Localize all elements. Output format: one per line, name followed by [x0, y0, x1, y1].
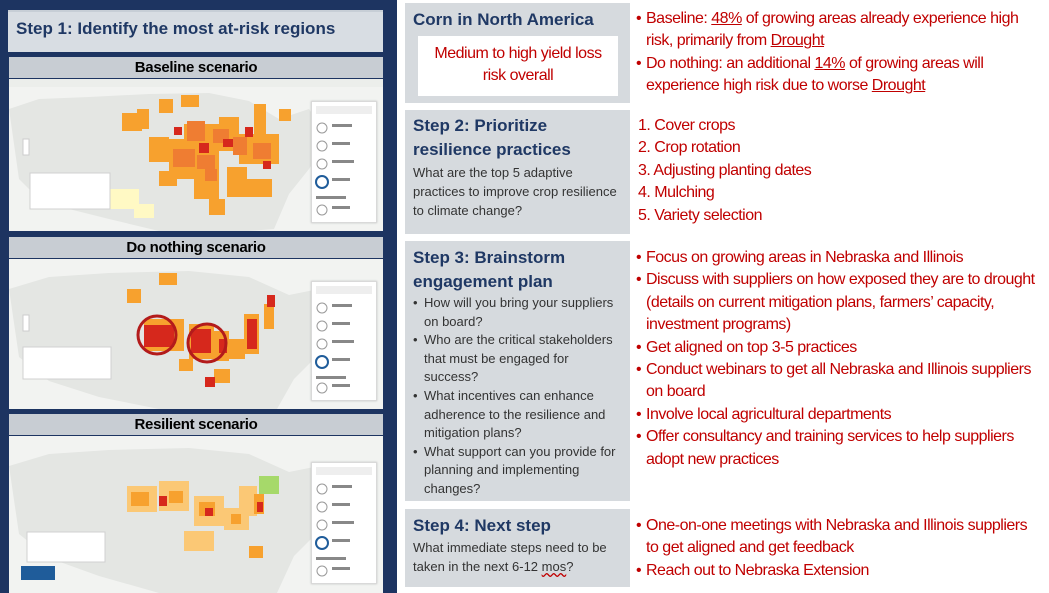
resilient-yield-panel: [311, 462, 377, 584]
question-item: • What incentives can enhance adherence to the resilience and mitigation plans?: [413, 387, 625, 443]
left-panel: [0, 0, 397, 593]
step4-actions: [636, 515, 1041, 582]
action-item: • Discuss with suppliers on how exposed they are to drought (details on current mitigation plans, farmers’ capacity, investment programs): [636, 269, 1036, 336]
action-item: • Offer consultancy and training services to help suppliers adopt new practices: [636, 426, 1036, 471]
baseline-bullet: • Baseline: 48% of growing areas already experience high risk, primarily from Drought: [636, 8, 1041, 53]
step1-title: Step 1: Identify the most at-risk regions: [16, 19, 336, 38]
step3-questions: [413, 294, 625, 499]
resilient-map: [9, 436, 383, 593]
step2-title: Step 2: Prioritize resilience practices: [413, 116, 571, 159]
do-nothing-yield-panel: [311, 281, 377, 401]
step4-title: Step 4: Next step: [413, 516, 551, 535]
step3-panel: [405, 241, 630, 501]
baseline-map: [9, 79, 383, 231]
question-item: • How will you bring your suppliers on board?: [413, 294, 625, 331]
do-nothing-scenario-title: Do nothing scenario: [9, 237, 383, 258]
baseline-scenario-title: Baseline scenario: [9, 57, 383, 78]
corn-panel: [405, 3, 630, 103]
baseline-yield-panel: [311, 101, 377, 223]
do-nothing-map: [9, 259, 383, 409]
step4-panel: [405, 509, 630, 587]
action-item: • Get aligned on top 3-5 practices: [636, 337, 1036, 359]
practice-item: 2. Crop rotation: [638, 139, 741, 157]
action-item: • Conduct webinars to get all Nebraska and Illinois suppliers on board: [636, 359, 1036, 404]
action-item: • Focus on growing areas in Nebraska and Illinois: [636, 247, 1036, 269]
question-item: • Who are the critical stakeholders that must be engaged for success?: [413, 331, 625, 387]
step2-question: What are the top 5 adaptive practices to improve crop resilience to climate change?: [413, 165, 617, 218]
step4-question: What immediate steps need to be taken in the next 6-12 mos?: [413, 540, 607, 574]
action-item: • Involve local agricultural departments: [636, 404, 1036, 426]
risk-box: [418, 36, 618, 96]
practice-item: 4. Mulching: [638, 184, 715, 202]
next-step-item: • Reach out to Nebraska Extension: [636, 560, 1041, 582]
question-item: • What support can you provide for planning and implementing changes?: [413, 443, 625, 499]
next-step-item: • One-on-one meetings with Nebraska and Illinois suppliers to get aligned and get feedback: [636, 515, 1041, 560]
step3-title: Step 3: Brainstorm engagement plan: [413, 248, 566, 291]
step3-actions: [636, 247, 1036, 471]
resilient-scenario-title: Resilient scenario: [9, 414, 383, 435]
step2-panel: [405, 110, 630, 234]
practice-item: 3. Adjusting planting dates: [638, 161, 812, 179]
practice-item: 5. Variety selection: [638, 206, 762, 224]
corn-bullets: [636, 8, 1041, 98]
step2-practices: [638, 115, 1038, 227]
corn-title: Corn in North America: [413, 10, 594, 29]
practice-item: 1. Cover crops: [638, 117, 736, 134]
risk-box-text: Medium to high yield loss risk overall: [434, 45, 602, 85]
step1-header: [8, 10, 383, 52]
do-nothing-bullet: • Do nothing: an additional 14% of growing areas will experience high risk due to worse Drought: [636, 53, 1041, 98]
